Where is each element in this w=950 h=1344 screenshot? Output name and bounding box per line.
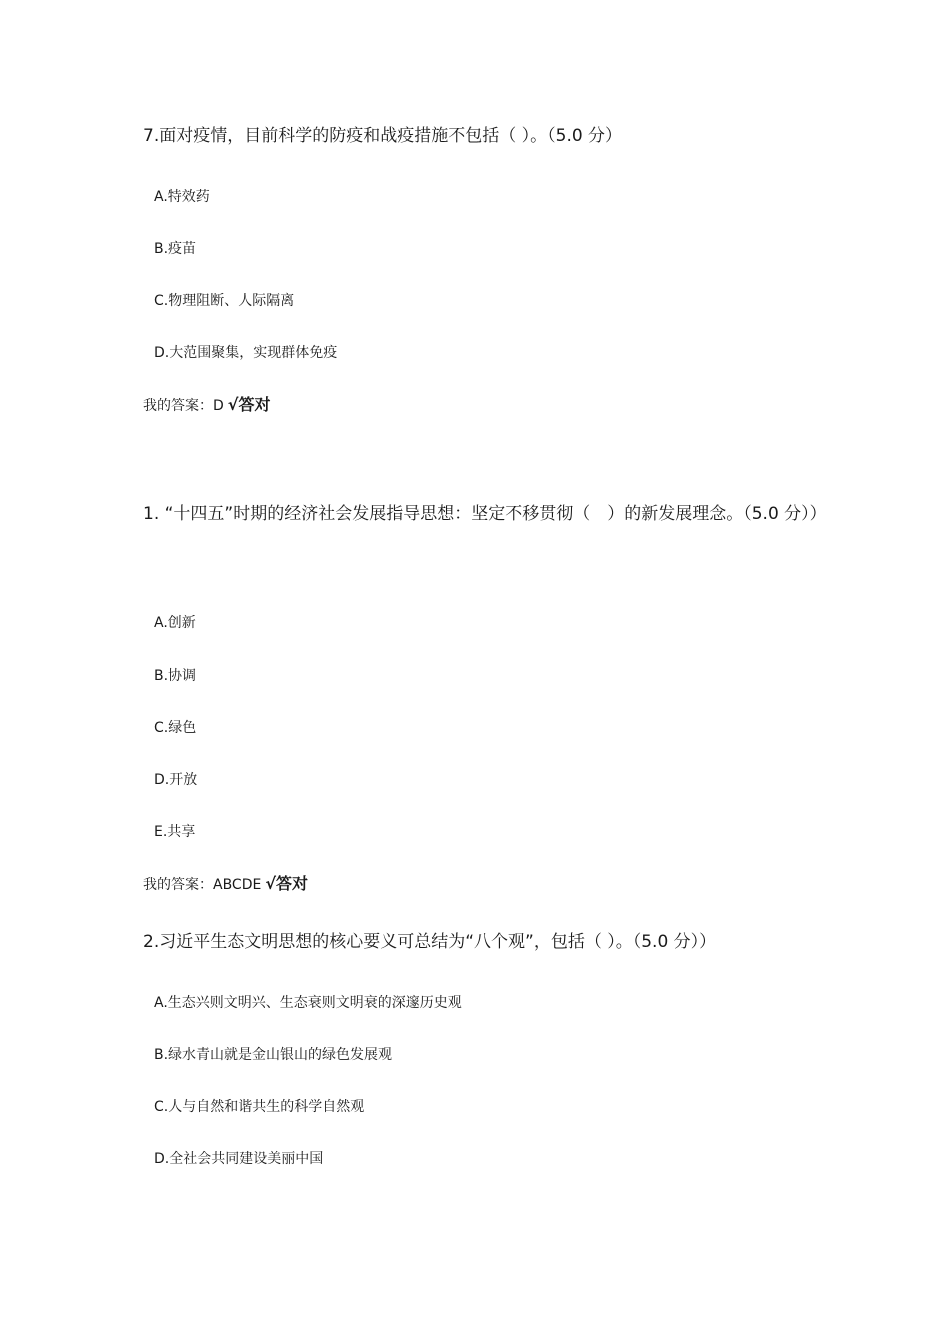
question-1-title: 1. “十四五”时期的经济社会发展指导思想：坚定不移贯彻（ ）的新发展理念。（5.0 分）） (143, 504, 827, 524)
question-1-answer (143, 874, 308, 895)
question-2-title: 2.习近平生态文明思想的核心要义可总结为“八个观”，包括（ ）。（5.0 分）） (143, 932, 717, 952)
question-7-option-a: A.特效药 (154, 189, 210, 205)
question-7-option-b: B.疫苗 (154, 241, 197, 257)
question-2-option-a: A.生态兴则文明兴、生态衰则文明衰的深邃历史观 (154, 995, 462, 1011)
question-7-result: √答对 (227, 395, 271, 414)
question-1-option-e: E.共享 (154, 824, 196, 840)
question-7-option-d: D.大范围聚集，实现群体免疫 (154, 345, 338, 361)
question-7-answer (143, 395, 270, 416)
question-1-option-c: C.绿色 (154, 720, 197, 736)
question-1-option-d: D.开放 (154, 772, 198, 788)
question-1-option-a: A.创新 (154, 615, 196, 631)
question-2-option-b: B.绿水青山就是金山银山的绿色发展观 (154, 1047, 393, 1063)
question-2-option-d: D.全社会共同建设美丽中国 (154, 1151, 324, 1167)
question-7-answer-label: 我的答案：D (143, 398, 224, 414)
question-1-option-b: B.协调 (154, 668, 197, 684)
question-7-option-c: C.物理阻断、人际隔离 (154, 293, 295, 309)
question-2-option-c: C.人与自然和谐共生的科学自然观 (154, 1099, 365, 1115)
question-1-result: √答对 (265, 874, 309, 893)
question-1-answer-label: 我的答案：ABCDE (143, 877, 262, 893)
question-7-title: 7.面对疫情，目前科学的防疫和战疫措施不包括（ ）。（5.0 分） (143, 126, 623, 146)
